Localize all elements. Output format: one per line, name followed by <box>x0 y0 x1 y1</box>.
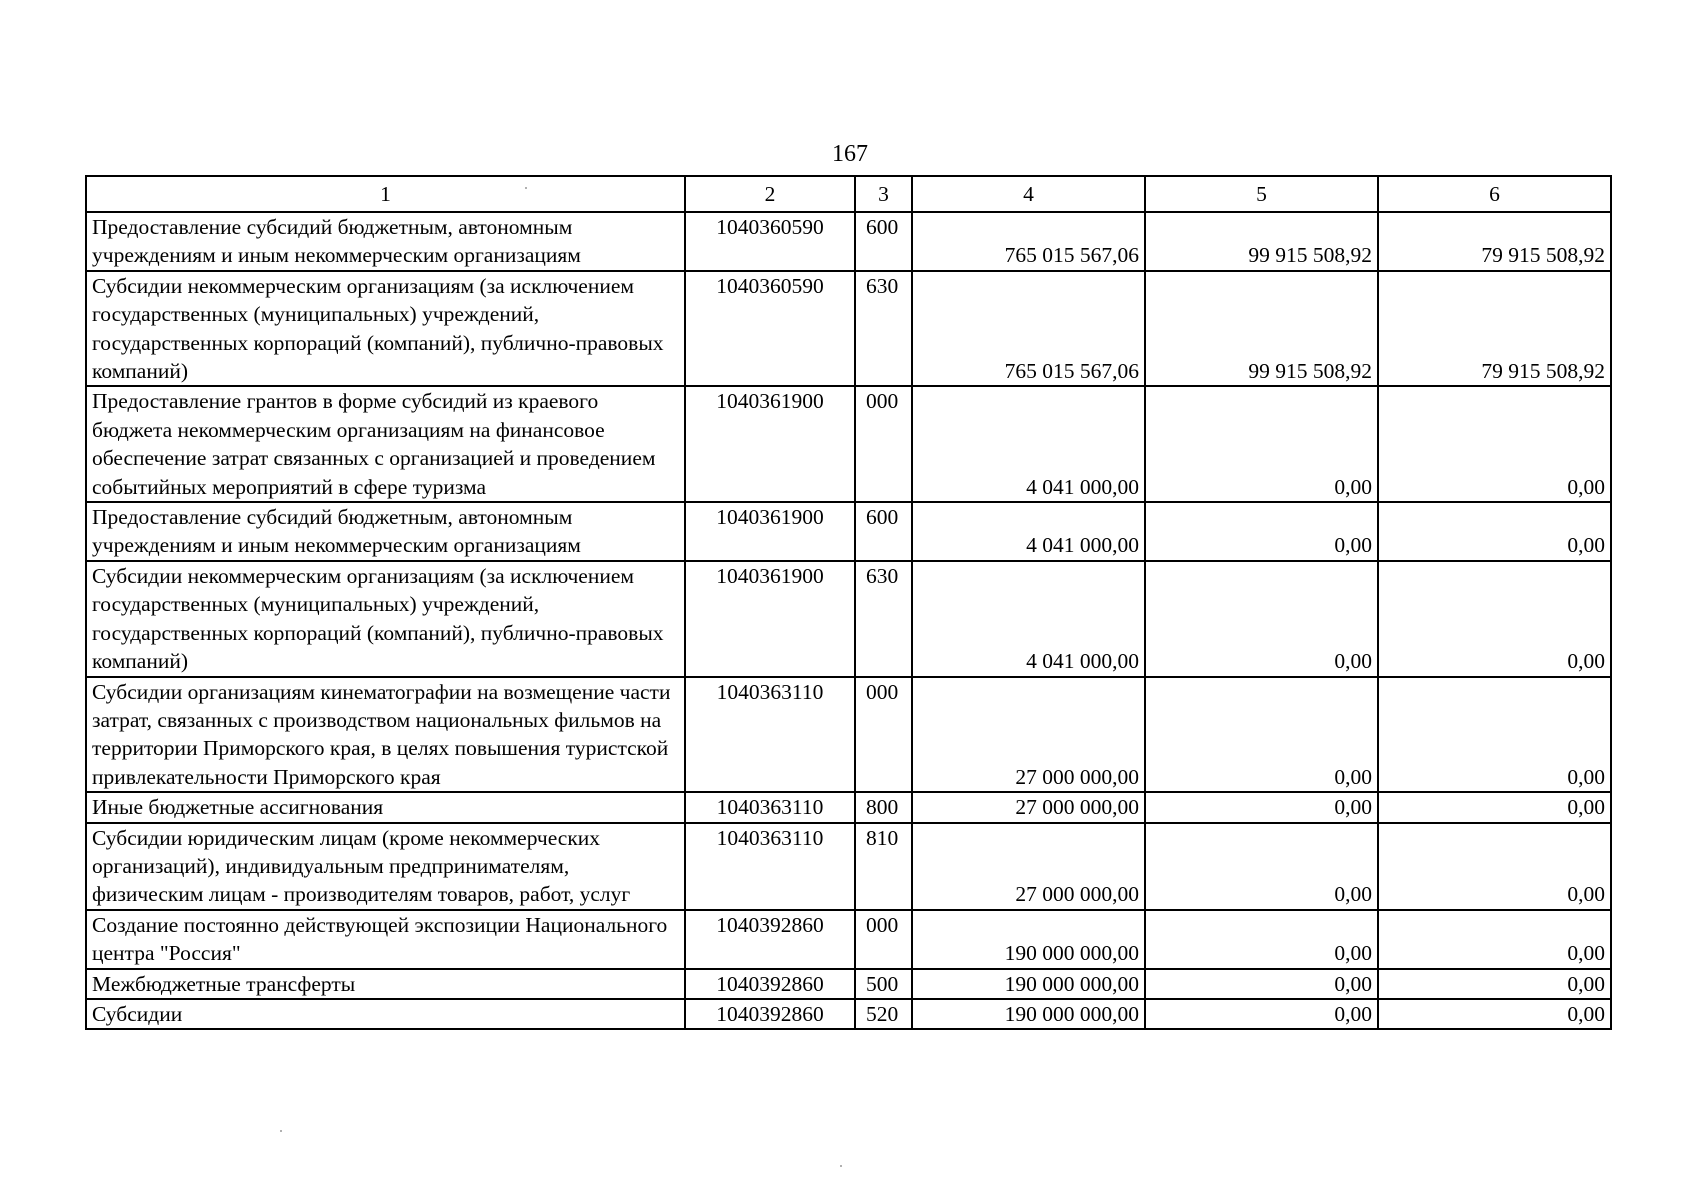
row-name: Предоставление субсидий бюджетным, автономным учреждениям и иным некоммерческим организациям <box>86 502 685 561</box>
row-value-5: 0,00 <box>1145 910 1378 969</box>
row-value-5: 0,00 <box>1145 502 1378 561</box>
column-header-1: 1 <box>86 176 685 212</box>
row-value-6: 0,00 <box>1378 969 1611 999</box>
row-name: Субсидии некоммерческим организациям (за исключением государственных (муниципальных) учреждений, государственных корпораций (компаний), публично-правовых компаний) <box>86 561 685 677</box>
column-header-4: 4 <box>912 176 1145 212</box>
row-value-5: 0,00 <box>1145 677 1378 793</box>
row-value-5: 0,00 <box>1145 999 1378 1029</box>
table-header-row <box>86 176 1611 212</box>
row-value-5: 0,00 <box>1145 823 1378 910</box>
row-type: 810 <box>855 823 912 910</box>
row-code: 1040392860 <box>685 999 855 1029</box>
row-code: 1040392860 <box>685 969 855 999</box>
row-value-4: 27 000 000,00 <box>912 677 1145 793</box>
row-code: 1040361900 <box>685 386 855 502</box>
row-value-5: 0,00 <box>1145 792 1378 822</box>
row-name: Предоставление грантов в форме субсидий из краевого бюджета некоммерческим организациям на финансовое обеспечение затрат связанных с организацией и проведением событийных мероприятий в сфере туризма <box>86 386 685 502</box>
row-value-6: 0,00 <box>1378 386 1611 502</box>
table-row <box>86 386 1611 502</box>
row-name: Субсидии некоммерческим организациям (за исключением государственных (муниципальных) учреждений, государственных корпораций (компаний), публично-правовых компаний) <box>86 271 685 387</box>
row-value-4: 4 041 000,00 <box>912 561 1145 677</box>
table-row <box>86 561 1611 677</box>
row-value-4: 4 041 000,00 <box>912 386 1145 502</box>
row-value-6: 79 915 508,92 <box>1378 212 1611 271</box>
scan-speck <box>280 1130 282 1132</box>
row-value-4: 27 000 000,00 <box>912 823 1145 910</box>
row-value-4: 765 015 567,06 <box>912 212 1145 271</box>
column-header-5: 5 <box>1145 176 1378 212</box>
page-number: 167 <box>832 141 868 167</box>
row-name: Субсидии юридическим лицам (кроме некоммерческих организаций), индивидуальным предпринимателям, физическим лицам - производителям товаров, работ, услуг <box>86 823 685 910</box>
table-row <box>86 271 1611 387</box>
column-header-2: 2 <box>685 176 855 212</box>
table-row <box>86 999 1611 1029</box>
column-header-3: 3 <box>855 176 912 212</box>
row-value-5: 0,00 <box>1145 561 1378 677</box>
row-value-6: 0,00 <box>1378 910 1611 969</box>
row-name: Предоставление субсидий бюджетным, автономным учреждениям и иным некоммерческим организациям <box>86 212 685 271</box>
row-type: 000 <box>855 386 912 502</box>
row-code: 1040360590 <box>685 271 855 387</box>
row-code: 1040363110 <box>685 792 855 822</box>
scan-speck <box>840 1165 842 1167</box>
table-row <box>86 677 1611 793</box>
row-value-5: 99 915 508,92 <box>1145 212 1378 271</box>
row-name: Создание постоянно действующей экспозиции Национального центра "Россия" <box>86 910 685 969</box>
row-value-5: 0,00 <box>1145 386 1378 502</box>
row-value-4: 190 000 000,00 <box>912 910 1145 969</box>
table-row <box>86 969 1611 999</box>
row-type: 600 <box>855 212 912 271</box>
row-type: 800 <box>855 792 912 822</box>
row-value-5: 99 915 508,92 <box>1145 271 1378 387</box>
row-value-6: 0,00 <box>1378 823 1611 910</box>
row-type: 500 <box>855 969 912 999</box>
row-code: 1040363110 <box>685 677 855 793</box>
row-value-5: 0,00 <box>1145 969 1378 999</box>
row-value-4: 765 015 567,06 <box>912 271 1145 387</box>
row-value-6: 0,00 <box>1378 999 1611 1029</box>
row-value-4: 27 000 000,00 <box>912 792 1145 822</box>
row-value-4: 190 000 000,00 <box>912 969 1145 999</box>
row-type: 000 <box>855 910 912 969</box>
row-type: 630 <box>855 271 912 387</box>
row-name: Субсидии <box>86 999 685 1029</box>
row-code: 1040363110 <box>685 823 855 910</box>
row-value-6: 0,00 <box>1378 792 1611 822</box>
row-code: 1040392860 <box>685 910 855 969</box>
row-type: 600 <box>855 502 912 561</box>
row-value-6: 0,00 <box>1378 677 1611 793</box>
table-row <box>86 823 1611 910</box>
row-type: 630 <box>855 561 912 677</box>
row-type: 000 <box>855 677 912 793</box>
table-row <box>86 212 1611 271</box>
row-code: 1040360590 <box>685 212 855 271</box>
row-name: Иные бюджетные ассигнования <box>86 792 685 822</box>
row-code: 1040361900 <box>685 502 855 561</box>
row-value-6: 79 915 508,92 <box>1378 271 1611 387</box>
row-code: 1040361900 <box>685 561 855 677</box>
table-row <box>86 910 1611 969</box>
row-value-6: 0,00 <box>1378 561 1611 677</box>
row-type: 520 <box>855 999 912 1029</box>
row-name: Межбюджетные трансферты <box>86 969 685 999</box>
budget-table <box>85 175 1612 1030</box>
table-row <box>86 502 1611 561</box>
row-value-4: 4 041 000,00 <box>912 502 1145 561</box>
scan-speck <box>525 187 527 189</box>
column-header-6: 6 <box>1378 176 1611 212</box>
row-value-4: 190 000 000,00 <box>912 999 1145 1029</box>
row-value-6: 0,00 <box>1378 502 1611 561</box>
table-row <box>86 792 1611 822</box>
row-name: Субсидии организациям кинематографии на возмещение части затрат, связанных с производством национальных фильмов на территории Приморского края, в целях повышения туристской привлекательности Приморского края <box>86 677 685 793</box>
